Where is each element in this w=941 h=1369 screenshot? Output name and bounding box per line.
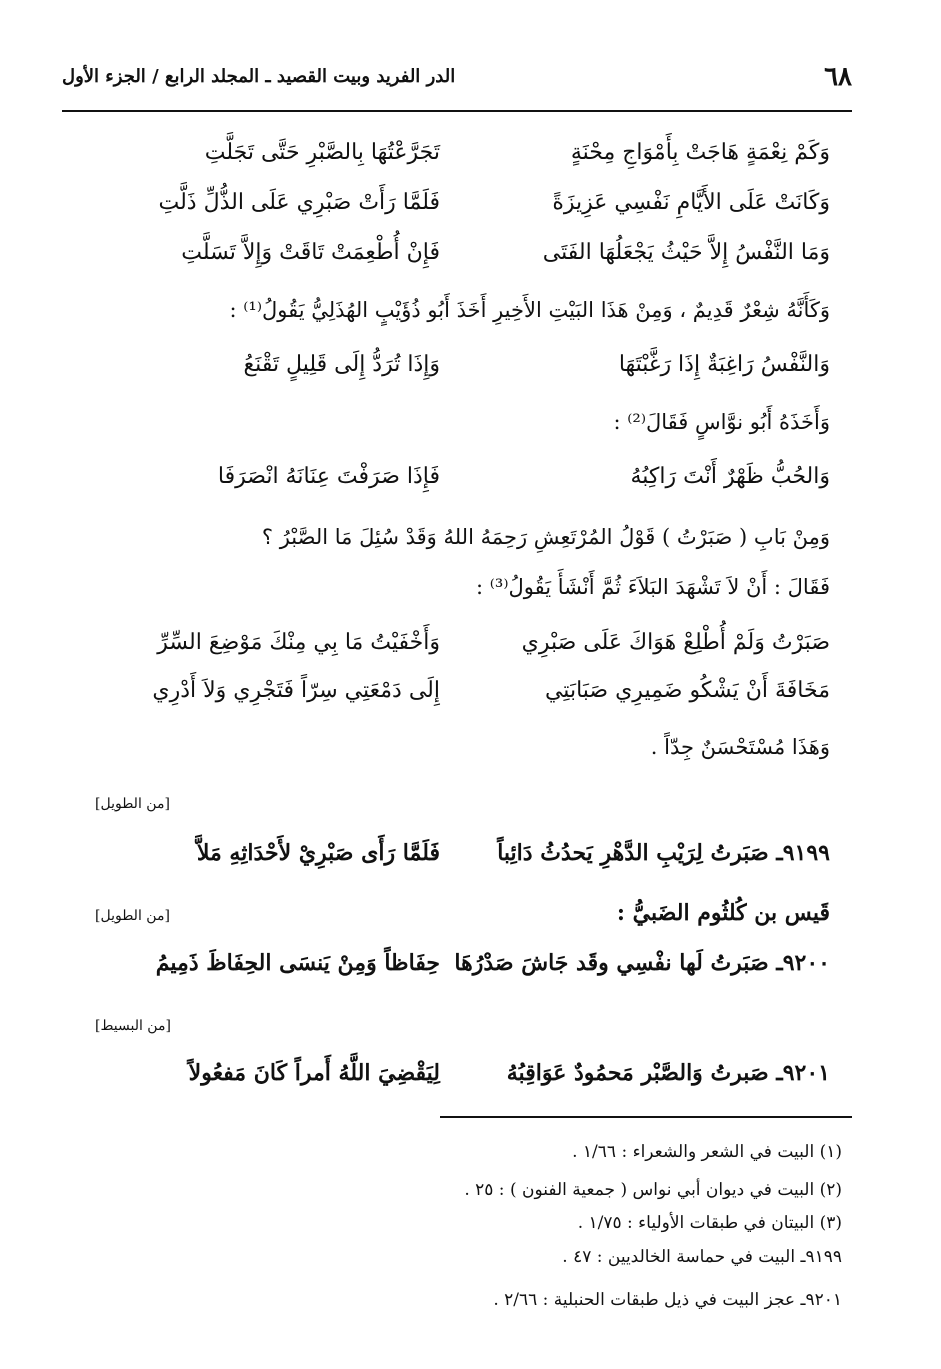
meter-label: [من الطويل] [95, 796, 170, 812]
verse-line [100, 630, 830, 670]
verse-second-hemistich: فَإِذَا صَرَفْتَ عِنَانَهُ انْصَرَفَا [217, 464, 440, 489]
verse-second-hemistich: وَأَخْفَيْتُ مَا بِي مِنْكَ مَوْضِعَ السِّرِّ [157, 630, 440, 655]
footnote-divider [440, 1116, 852, 1118]
footnote: ٩١٩٩ـ البيت في حماسة الخالديين : ٤٧ . [562, 1247, 842, 1267]
verse-second-hemistich: حِفَاظاً وَمِنْ يَنسَى الحِفَاظَ ذَمِيمُ [155, 950, 440, 976]
poet-name: قَيس بن كُلثُوم الضَبيُّ : [616, 900, 830, 926]
numbered-verse-9201 [100, 1060, 830, 1100]
footnote: (٢) البيت في ديوان أبي نواس ( جمعية الفنون ) : ٢٥ . [464, 1180, 842, 1200]
running-title: الدر الفريد وبيت القصيد ـ المجلد الرابع / الجزء الأول [62, 66, 456, 87]
verse-first-hemistich: وَالنَّفْسُ رَاغِبَةٌ إِذَا رَغَّبْتَهَا [618, 352, 830, 377]
commentary-line: وَأَخَذَهُ أَبُو نوَّاسٍ فَقَالَ⁽²⁾ : [613, 410, 830, 434]
page-header [62, 62, 852, 102]
commentary-line: وَمِنْ بَابِ ( صَبَرْتُ ) قَوْلُ المُرْتَعِشِ رَحِمَهُ اللهُ وَقَدْ سُئِلَ مَا الصَّبْرُ ؟ [261, 525, 830, 549]
commentary-line: وَهَذَا مُسْتَحْسَنٌ جِدّاً . [650, 735, 830, 759]
header-divider [62, 110, 852, 112]
verse-second-hemistich: فَإِنْ أُطْعِمَتْ تَاقَتْ وَإِلاَّ تَسَلَّتِ [181, 240, 440, 265]
verse-second-hemistich: إِلَى دَمْعَتِي سِرّاً فَتَجْرِي وَلاَ أَدْرِي [152, 678, 440, 703]
footnote: ٩٢٠١ـ عجز البيت في ذيل طبقات الحنبلية : ٢/٦٦ . [493, 1290, 842, 1310]
verse-second-hemistich: فَلَمَّا رَأَى صَبْرِيْ لأَحْدَاثِهِ مَلاَّ [196, 840, 440, 866]
verse-line [100, 464, 830, 504]
footnote: (٣) البيتان في طبقات الأولياء : ١/٧٥ . [577, 1213, 842, 1233]
verse-first-hemistich: وَالحُبُّ ظَهْرٌ أَنْتَ رَاكِبُهُ [630, 464, 830, 489]
verse-line [100, 140, 830, 180]
verse-line [100, 678, 830, 718]
verse-second-hemistich: وَإِذَا تُرَدُّ إِلَى قَلِيلٍ تَقْنَعُ [243, 352, 440, 377]
commentary-line: وَكَأَنَّهُ شِعْرٌ قَدِيمٌ ، وَمِنْ هَذَا البَيْتِ الأَخِيرِ أَخَذَ أَبُو ذُؤَيْبٍ الهُذَلِيُّ يَقُولُ⁽¹⁾ : [229, 298, 830, 322]
verse-line [100, 190, 830, 230]
commentary-line: فَقَالَ : أَنْ لاَ تَشْهَدَ البَلاَءَ ثُمَّ أَنْشَأَ يَقُولُ⁽³⁾ : [476, 575, 830, 599]
meter-label: [من الطويل] [95, 908, 170, 924]
verse-first-hemistich: ٩٢٠٠ـ صَبَرتُ لَها نفْسِي وقَد جَاشَ صَدْرُهَا [454, 950, 830, 976]
verse-line [100, 352, 830, 392]
verse-first-hemistich: وَكَمْ نِعْمَةٍ هَاجَتْ بِأَمْوَاجِ مِحْنَةٍ [570, 140, 830, 165]
meter-label: [من البسيط] [95, 1018, 171, 1034]
verse-line [100, 240, 830, 280]
verse-second-hemistich: لِيَقْضِيَ اللَّهُ أَمراً كَانَ مَفعُولاً [188, 1060, 440, 1086]
numbered-verse-9200 [100, 950, 830, 990]
footnote: (١) البيت في الشعر والشعراء : ١/٦٦ . [572, 1142, 842, 1162]
page-number: ٦٨ [824, 62, 852, 92]
verse-second-hemistich: تَجَرَّعْتُهَا بِالصَّبْرِ حَتَّى تَجَلَّتِ [204, 140, 440, 165]
verse-first-hemistich: صَبَرْتُ وَلَمْ أُطْلِعْ هَوَاكَ عَلَى صَبْرِي [521, 630, 830, 655]
verse-second-hemistich: فَلَمَّا رَأَتْ صَبْرِي عَلَى الذُّلِّ ذَلَّتِ [158, 190, 440, 215]
verse-first-hemistich: وَمَا النَّفْسُ إِلاَّ حَيْثُ يَجْعَلُهَا الفَتَى [542, 240, 830, 265]
verse-first-hemistich: ٩١٩٩ـ صَبَرتُ لِرَيْبِ الدَّهْرِ يَحدُثُ دَائِباً [497, 840, 830, 866]
numbered-verse-9199 [100, 840, 830, 880]
verse-first-hemistich: ٩٢٠١ـ صَبرتُ وَالصَّبْر مَحمُودٌ عَوَاقِبُهُ [506, 1060, 830, 1086]
verse-first-hemistich: وَكَانَتْ عَلَى الأَيَّامِ نَفْسِي عَزِيزَةً [552, 190, 830, 215]
verse-first-hemistich: مَخَافَةَ أَنْ يَشْكُو ضَمِيرِي صَبَابَتِي [544, 678, 830, 703]
